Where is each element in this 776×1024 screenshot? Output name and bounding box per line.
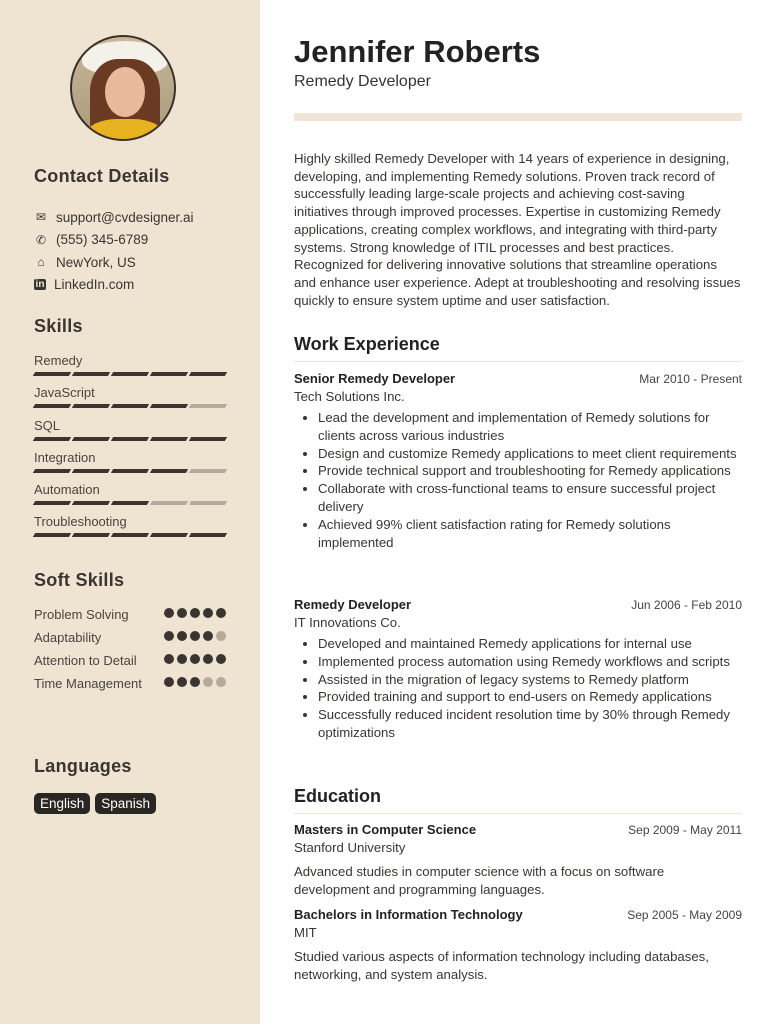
soft-skill-item: [34, 652, 226, 669]
skill-segment: [150, 437, 188, 441]
skill-segment: [111, 501, 149, 505]
skill-item: [34, 417, 226, 449]
soft-skills-list: [34, 606, 226, 698]
soft-skill-name: Adaptability: [34, 630, 102, 645]
skill-name: Integration: [34, 449, 96, 465]
soft-skill-item: [34, 606, 226, 623]
soft-skill-rating: [164, 608, 226, 623]
skill-segment: [189, 533, 227, 537]
skill-name: Automation: [34, 482, 100, 498]
rating-dot: [216, 677, 226, 687]
soft-skills-heading: Soft Skills: [34, 570, 125, 590]
job-bullets: [318, 635, 742, 742]
soft-skill-rating: [164, 654, 226, 669]
skill-segment: [111, 372, 149, 376]
skill-segment: [111, 533, 149, 537]
soft-skill-rating: [164, 631, 226, 646]
skill-segment: [150, 372, 188, 376]
job-bullets: [318, 409, 742, 551]
skill-segment: [72, 533, 110, 537]
phone-icon: ✆: [35, 232, 47, 247]
contact-location: ⌂ NewYork, US: [34, 251, 194, 274]
skill-segment: [150, 533, 188, 537]
job-dates: Jun 2006 - Feb 2010: [631, 598, 742, 612]
rating-dot: [190, 631, 200, 641]
school: MIT: [294, 925, 317, 940]
skills-list: [34, 352, 226, 546]
home-icon: ⌂: [37, 255, 45, 270]
skill-segment: [33, 437, 71, 441]
skill-segment: [150, 501, 188, 505]
education-entry: [294, 822, 742, 899]
education-heading: Education: [294, 786, 742, 814]
soft-skill-rating: [164, 677, 226, 692]
skill-segment: [150, 404, 188, 408]
edu-dates: Sep 2009 - May 2011: [628, 823, 742, 837]
languages-heading: Languages: [34, 756, 132, 776]
rating-dot: [177, 654, 187, 664]
contact-heading: Contact Details: [34, 166, 170, 186]
edu-description: Advanced studies in computer science with a focus on software development and programming languages.: [294, 864, 665, 897]
skill-name: Remedy: [34, 353, 83, 368]
skill-segment: [111, 469, 149, 473]
soft-skill-name: Attention to Detail: [34, 653, 137, 668]
rating-dot: [203, 608, 213, 618]
bullet: • Lead the development and implementation of Remedy solutions for clients across various industries: [318, 409, 742, 445]
skill-segment: [72, 372, 110, 376]
rating-dot: [177, 608, 187, 618]
contact-phone[interactable]: ✆ (555) 345-6789: [35, 232, 149, 248]
edu-description: Studied various aspects of information technology including databases, networking, and system analysis.: [294, 949, 709, 982]
skill-level-bar: [34, 437, 226, 441]
linkedin-icon: in: [35, 279, 45, 291]
skill-segment: [33, 469, 71, 473]
soft-skill-name: Time Management: [34, 676, 142, 691]
bullet: • Implemented process automation using Remedy workflows and scripts: [318, 653, 742, 671]
contact-list: [34, 206, 194, 296]
bullet: • Design and customize Remedy applications to meet client requirements: [318, 445, 742, 463]
skill-segment: [189, 469, 227, 473]
skill-segment: [33, 501, 71, 505]
sidebar: [0, 0, 260, 1024]
skill-name: Troubleshooting: [34, 514, 127, 530]
profile-photo: [70, 35, 176, 141]
rating-dot: [177, 631, 187, 641]
degree: Bachelors in Information Technology: [294, 907, 523, 922]
bullet: • Achieved 99% client satisfaction rating for Remedy solutions implemented: [318, 516, 742, 552]
rating-dot: [216, 654, 226, 664]
bullet: • Developed and maintained Remedy applications for internal use: [318, 635, 742, 653]
skill-segment: [150, 469, 188, 473]
rating-dot: [203, 654, 213, 664]
education-entry: [294, 907, 742, 984]
bullet: • Assisted in the migration of legacy systems to Remedy platform: [318, 671, 742, 689]
bullet: • Provide technical support and troubleshooting for Remedy applications: [318, 462, 742, 480]
rating-dot: [190, 608, 200, 618]
rating-dot: [164, 631, 174, 641]
soft-skill-item: [34, 675, 226, 692]
header-divider: [294, 113, 742, 121]
skill-segment: [189, 372, 227, 376]
rating-dot: [203, 631, 213, 641]
skill-level-bar: [34, 533, 226, 537]
skill-item: [34, 481, 226, 513]
soft-skill-item: [34, 629, 226, 646]
rating-dot: [164, 654, 174, 664]
job-title: Senior Remedy Developer: [294, 371, 456, 386]
skill-segment: [33, 533, 71, 537]
school: Stanford University: [294, 840, 406, 855]
skill-level-bar: [34, 501, 226, 505]
skill-item: [34, 449, 226, 481]
candidate-name: Jennifer Roberts: [294, 34, 541, 69]
skill-segment: [72, 437, 110, 441]
job-entry: [294, 371, 742, 551]
rating-dot: [216, 608, 226, 618]
summary: Highly skilled Remedy Developer with 14 years of experience in designing, developing, and implementing Remedy solutions. Proven track record of successfully leading large-scale projects and achieving cost-saving initiatives through improved processes. Expertise in customizing Remedy applications, creating complex workflows, and integrating with third-party systems. Strong knowledge of ITIL processes and best practices. Recognized for delivering innovative solutions that streamline operations and enhance user experience. Adept at troubleshooting and resolving issues quickly to ensure system uptime and user satisfaction.: [294, 151, 741, 308]
languages-list: [34, 793, 156, 814]
contact-linkedin[interactable]: in LinkedIn.com: [35, 277, 135, 293]
rating-dot: [164, 608, 174, 618]
job-title: Remedy Developer: [294, 597, 412, 612]
skill-segment: [189, 501, 227, 505]
skill-segment: [189, 437, 227, 441]
edu-dates: Sep 2005 - May 2009: [627, 908, 742, 922]
experience-heading: Work Experience: [294, 334, 742, 362]
soft-skill-name: Problem Solving: [34, 607, 129, 622]
skill-segment: [72, 469, 110, 473]
skill-name: SQL: [34, 417, 61, 433]
skill-item: [34, 384, 226, 416]
skill-segment: [33, 372, 71, 376]
company: Tech Solutions Inc.: [294, 389, 405, 404]
rating-dot: [190, 677, 200, 687]
bullet: • Collaborate with cross-functional teams to ensure successful project delivery: [318, 480, 742, 516]
candidate-title: Remedy Developer: [294, 73, 431, 90]
language-badge: Spanish: [95, 793, 156, 814]
skill-segment: [72, 501, 110, 505]
rating-dot: [216, 631, 226, 641]
skill-segment: [111, 404, 149, 408]
skill-level-bar: [34, 404, 226, 408]
contact-email[interactable]: ✉ support@cvdesigner.ai: [35, 209, 194, 225]
job-dates: Mar 2010 - Present: [639, 372, 742, 386]
skill-item: [34, 513, 226, 545]
skill-segment: [33, 404, 71, 408]
skill-name: JavaScript: [34, 385, 95, 401]
skills-heading: Skills: [34, 316, 83, 336]
envelope-icon: ✉: [35, 210, 47, 225]
skill-segment: [189, 404, 227, 408]
skill-segment: [111, 437, 149, 441]
bullet: • Provided training and support to end-users on Remedy applications: [318, 688, 742, 706]
rating-dot: [203, 677, 213, 687]
skill-level-bar: [34, 372, 226, 376]
company: IT Innovations Co.: [294, 615, 401, 630]
rating-dot: [190, 654, 200, 664]
skill-level-bar: [34, 469, 226, 473]
job-entry: [294, 597, 742, 742]
skill-item: [34, 352, 226, 384]
rating-dot: [177, 677, 187, 687]
skill-segment: [72, 404, 110, 408]
language-badge: English: [34, 793, 90, 814]
rating-dot: [164, 677, 174, 687]
bullet: • Successfully reduced incident resolution time by 30% through Remedy optimizations: [318, 706, 742, 742]
degree: Masters in Computer Science: [294, 822, 477, 837]
